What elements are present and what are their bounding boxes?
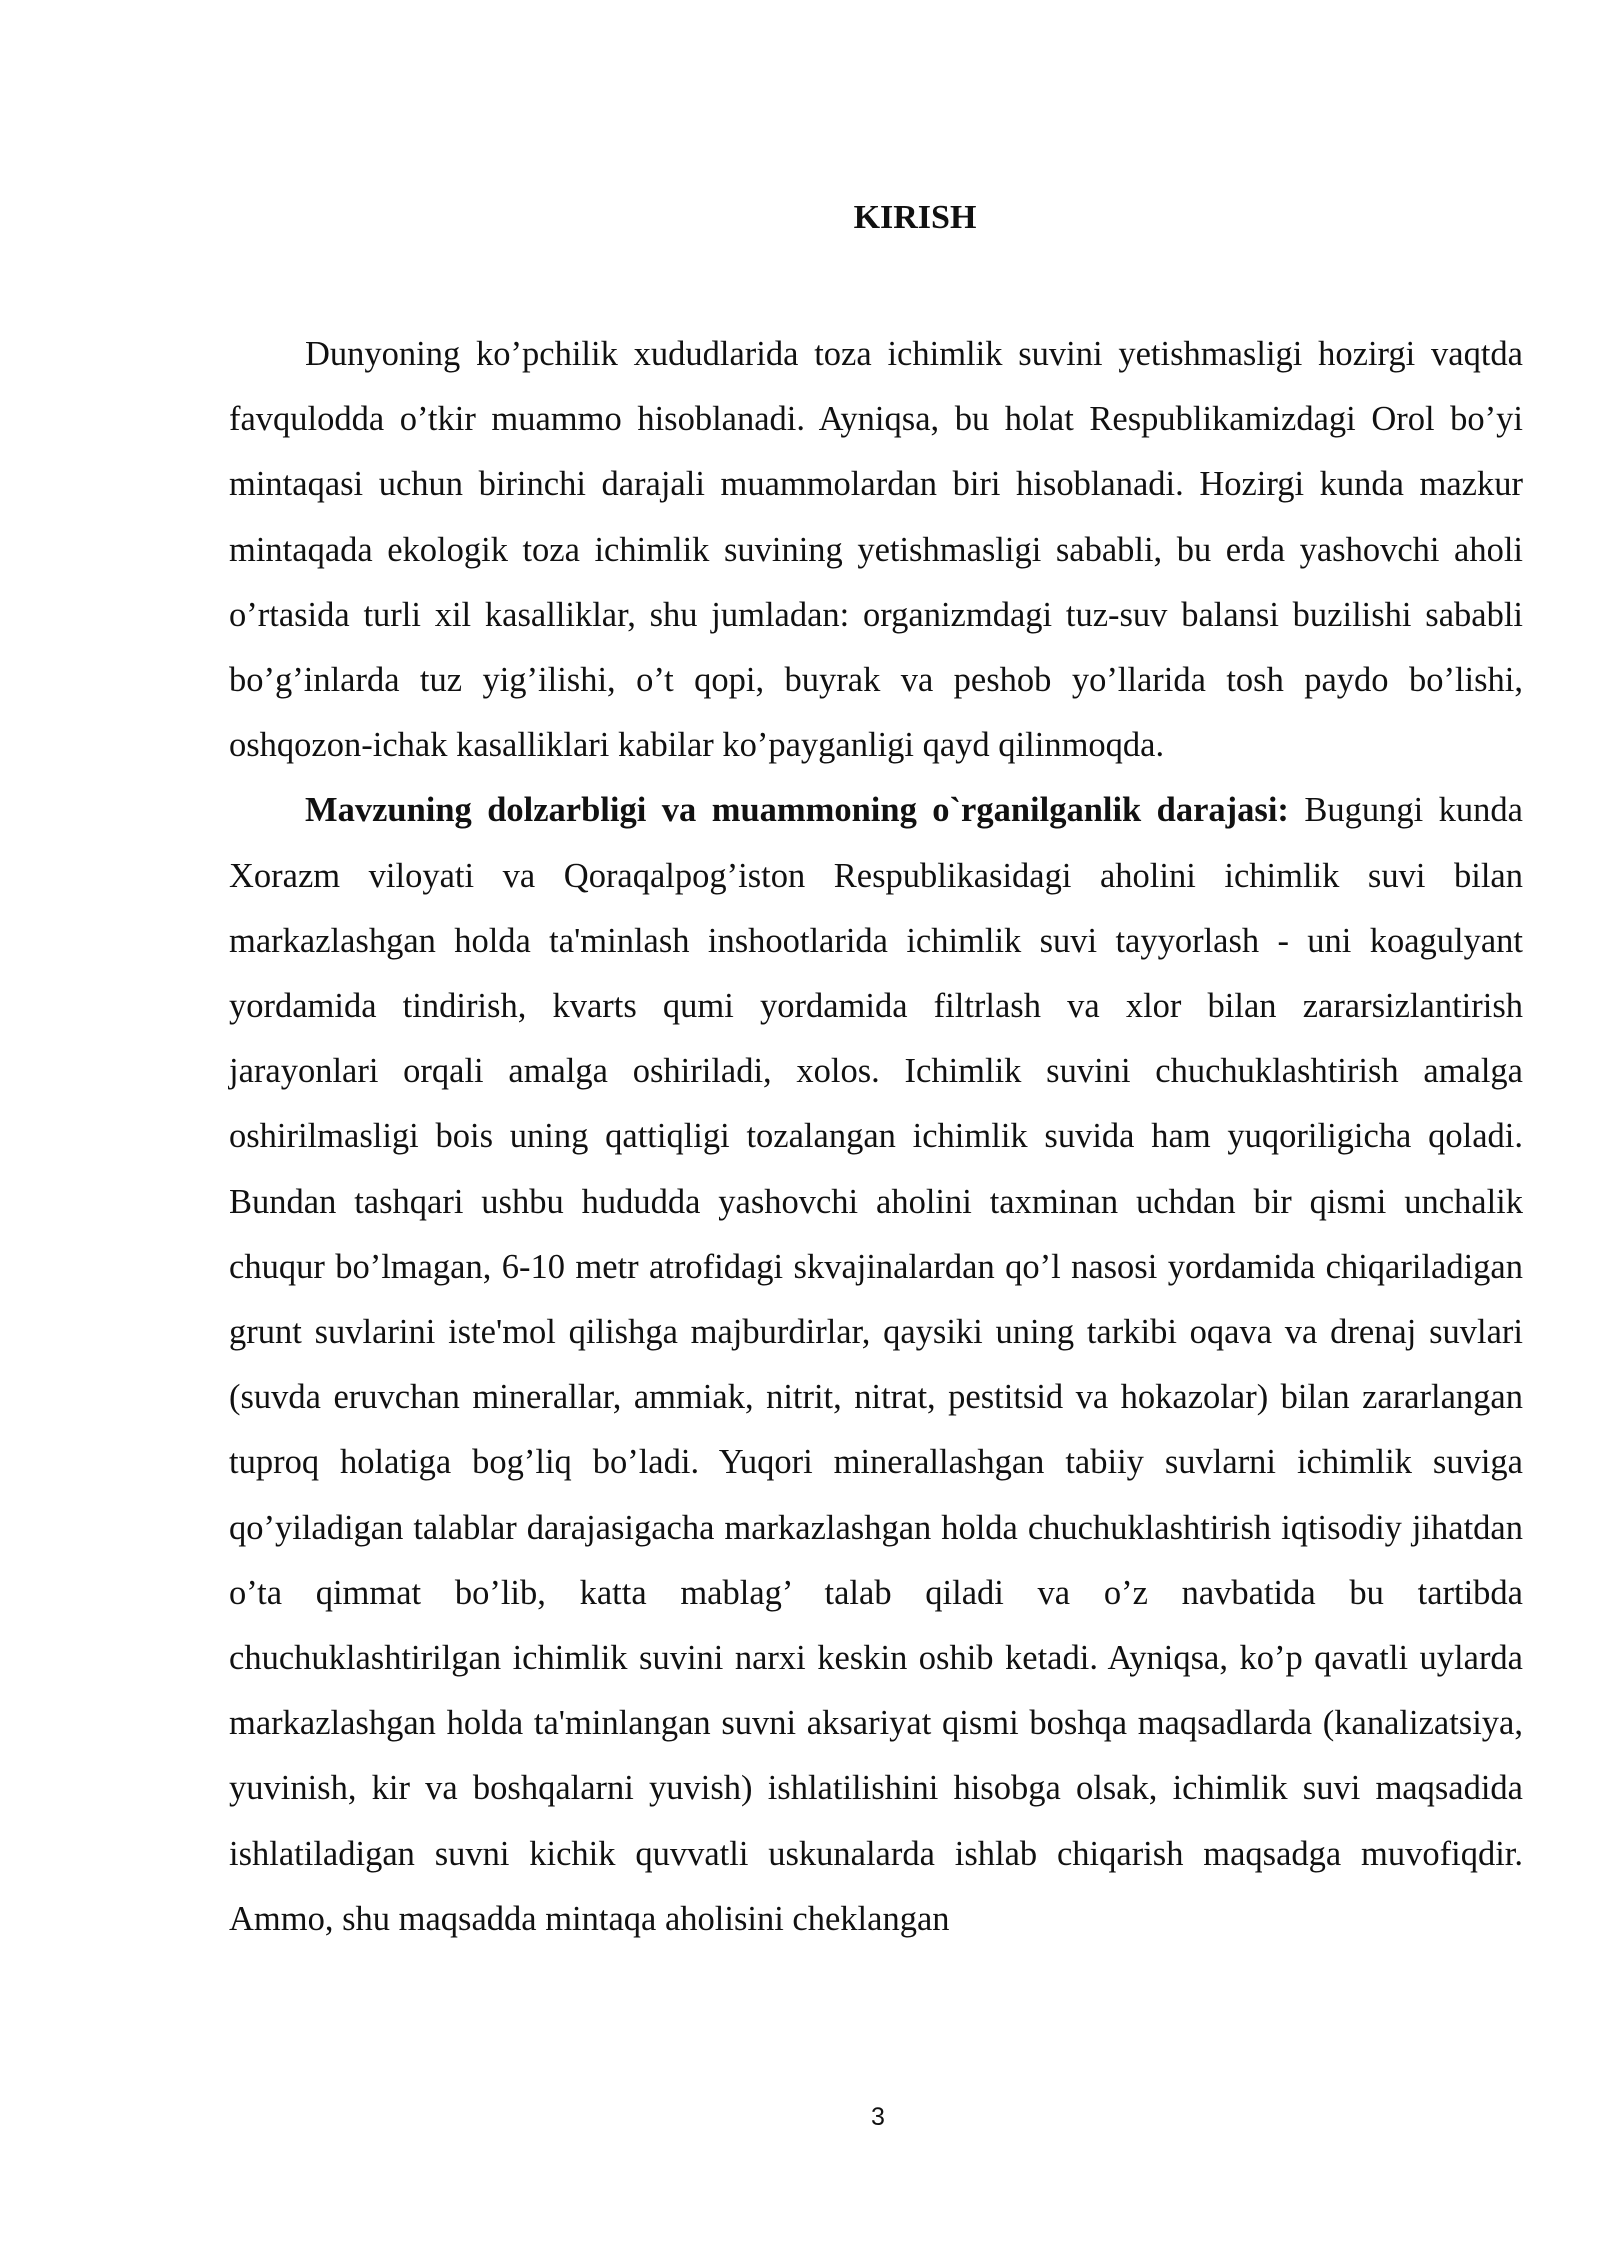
section-heading: KIRISH xyxy=(853,199,977,236)
body-text xyxy=(229,322,1523,1952)
paragraph-relevance xyxy=(229,778,1523,1952)
paragraph-intro xyxy=(229,322,1523,778)
page-number: 3 xyxy=(871,2103,885,2131)
paragraph-intro-text: Dunyoning ko’pchilik xududlarida toza ichimlik suvini yetishmasligi hozirgi vaqtda favqulodda o’tkir muammo hisoblanadi. Ayniqsa, bu holat Respublikamizdagi Orol bo’yi mintaqasi uchun birinchi darajali muammolardan biri hisoblanadi. Hozirgi kunda mazkur mintaqada ekologik toza ichimlik suvining yetishmasligi sababli, bu erda yashovchi aholi o’rtasida turli xil kasalliklar, shu jumladan: organizmdagi tuz-suv balansi buzilishi sababli bo’g’inlarda tuz yig’ilishi, o’t qopi, buyrak va peshob yo’llarida tosh paydo bo’lishi, oshqozon-ichak kasalliklari kabilar ko’payganligi qayd qilinmoqda. xyxy=(229,335,1523,765)
paragraph-relevance-text: Bugungi kunda Xorazm viloyati va Qoraqalpog’iston Respublikasidagi aholini ichimlik suvi bilan markazlashgan holda ta'minlash inshootlarida ichimlik suvi tayyorlash - uni koagulyant yordamida tindirish, kvarts qumi yordamida filtrlash va xlor bilan zararsizlantirish jarayonlari orqali amalga oshiriladi, xolos. Ichimlik suvini chuchuklashtirish amalga oshirilmasligi bois uning qattiqligi tozalangan ichimlik suvida ham yuqoriligicha qoladi. Bundan tashqari ushbu hududda yashovchi aholini taxminan uchdan bir qismi unchalik chuqur bo’lmagan, 6-10 metr atrofidagi skvajinalardan qo’l nasosi yordamida chiqariladigan grunt suvlarini iste'mol qilishga majburdirlar, qaysiki uning tarkibi oqava va drenaj suvlari (suvda eruvchan minerallar, ammiak, nitrit, nitrat, pestitsid va hokazolar) bilan zararlangan tuproq holatiga bog’liq bo’ladi. Yuqori minerallashgan tabiiy suvlarni ichimlik suviga qo’yiladigan talablar darajasigacha markazlashgan holda chuchuklashtirish iqtisodiy jihatdan o’ta qimmat bo’lib, katta mablag’ talab qiladi va o’z navbatida bu tartibda chuchuklashtirilgan ichimlik suvini narxi keskin oshib ketadi. Ayniqsa, ko’p qavatli uylarda markazlashgan holda ta'minlangan suvni aksariyat qismi boshqa maqsadlarda (kanalizatsiya, yuvinish, kir va boshqalarni yuvish) ishlatilishini hisobga olsak, ichimlik suvi maqsadida ishlatiladigan suvni kichik quvvatli uskunalarda ishlab chiqarish maqsadga muvofiqdir. Ammo, shu maqsadda mintaqa aholisini cheklangan xyxy=(229,791,1523,1938)
paragraph-relevance-lead: Mavzuning dolzarbligi va muammoning o`rganilganlik darajasi: xyxy=(305,791,1289,830)
